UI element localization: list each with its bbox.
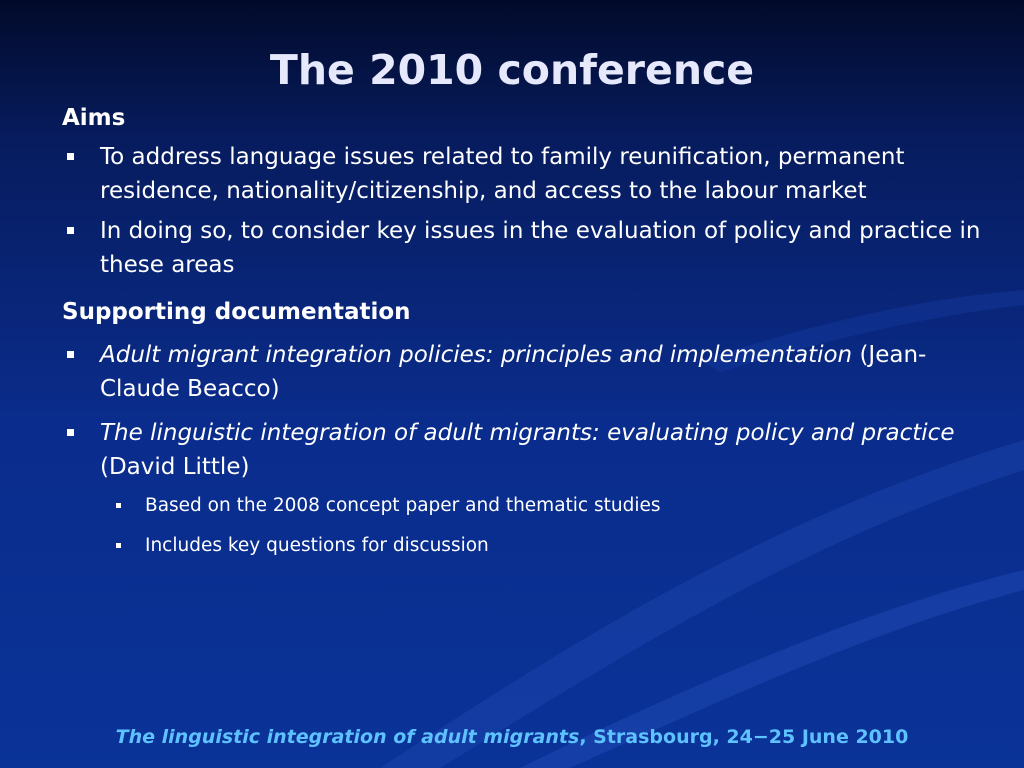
slide-footer <box>0 724 1024 750</box>
slide-content <box>62 102 982 560</box>
subitem-text: Includes key questions for discussion <box>145 535 489 556</box>
aims-item-text: In doing so, to consider key issues in the evaluation of policy and practice in these areas <box>100 218 981 278</box>
documentation-item <box>62 338 982 406</box>
aims-heading: Aims <box>62 105 126 131</box>
square-bullet-icon <box>116 503 121 508</box>
documentation-subitem <box>62 492 982 520</box>
document-author: (Jean-Claude Beacco) <box>100 342 927 402</box>
documentation-subitem <box>62 532 982 560</box>
square-bullet-icon <box>116 543 121 548</box>
aims-item <box>62 214 982 282</box>
document-author: (David Little) <box>100 454 250 480</box>
square-bullet-icon <box>67 351 74 358</box>
footer-event-name: The linguistic integration of adult migrants <box>115 726 580 748</box>
aims-item <box>62 140 982 208</box>
square-bullet-icon <box>67 153 74 160</box>
footer-details: , Strasbourg, 24−25 June 2010 <box>579 726 909 748</box>
documentation-item <box>62 416 982 484</box>
slide-title: The 2010 conference <box>269 46 755 94</box>
document-title: The linguistic integration of adult migrants: evaluating policy and practice <box>100 420 955 446</box>
square-bullet-icon <box>67 227 74 234</box>
square-bullet-icon <box>67 429 74 436</box>
document-title: Adult migrant integration policies: principles and implementation <box>100 342 853 368</box>
subitem-text: Based on the 2008 concept paper and thematic studies <box>145 495 661 516</box>
aims-item-text: To address language issues related to family reunification, permanent residence, nationality/citizenship, and access to the labour market <box>100 144 905 204</box>
documentation-heading: Supporting documentation <box>62 299 411 325</box>
